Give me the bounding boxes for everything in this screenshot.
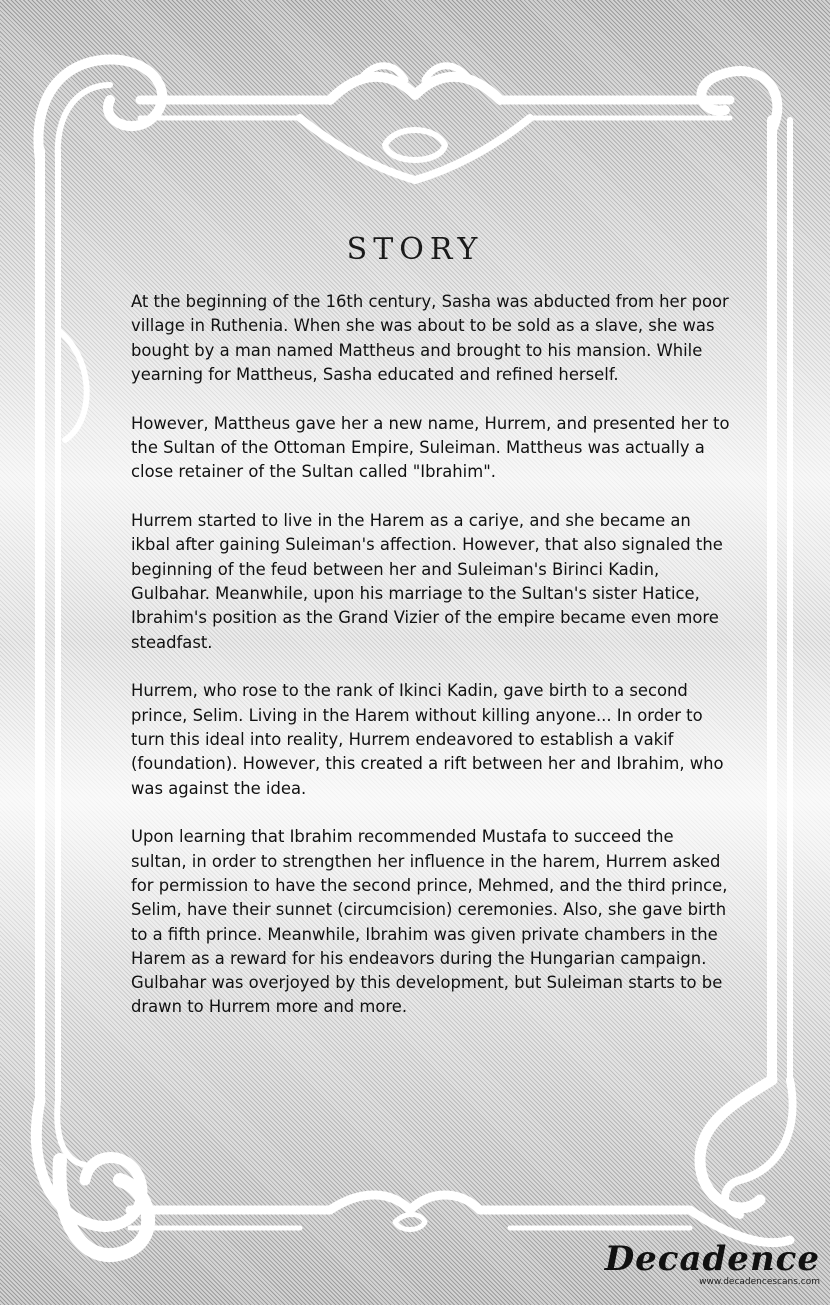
page-title: STORY <box>346 232 484 268</box>
scanlation-logo <box>605 1241 820 1287</box>
story-paragraph: At the beginning of the 16th century, Sasha was abducted from her poor village in Ruthenia. When she was about to be sold as a slave, she was bought by a man named Mattheus and brought to his mansion. While yearning for Mattheus, Sasha educated and refined herself. <box>131 292 729 384</box>
logo-url: www.decadencescans.com <box>699 1277 820 1287</box>
story-paragraph: However, Mattheus gave her a new name, Hurrem, and presented her to the Sultan of the Ottoman Empire, Suleiman. Mattheus was actually a close retainer of the Sultan called "Ibrahim". <box>131 413 730 482</box>
logo-name: Decadence <box>604 1239 820 1279</box>
story-paragraph: Hurrem started to live in the Harem as a cariye, and she became an ikbal after gaining Suleiman's affection. However, that also signaled the beginning of the feud between her and Suleiman's Birinci Kadin, Gulbahar. Meanwhile, upon his marriage to the Sultan's sister Hatice, Ibrahim's position as the Grand Vizier of the empire became even more steadfast. <box>131 511 723 652</box>
story-paragraph: Upon learning that Ibrahim recommended Mustafa to succeed the sultan, in order to strengthen her influence in the harem, Hurrem asked for permission to have the second prince, Mehmed, and the third prince, Selim, have their sunnet (circumcision) ceremonies. Also, she gave birth to a fifth prince. Meanwhile, Ibrahim was given private chambers in the Harem as a reward for his endeavors during the Hungarian campaign. Gulbahar was overjoyed by this development, but Suleiman starts to be drawn to Hurrem more and more. <box>131 827 728 1017</box>
story-text <box>131 290 731 1044</box>
story-paragraph: Hurrem, who rose to the rank of Ikinci Kadin, gave birth to a second prince, Selim. Living in the Harem without killing anyone... In order to turn this ideal into reality, Hurrem endeavored to establish a vakif (foundation). However, this created a rift between her and Ibrahim, who was against the idea. <box>131 681 724 798</box>
